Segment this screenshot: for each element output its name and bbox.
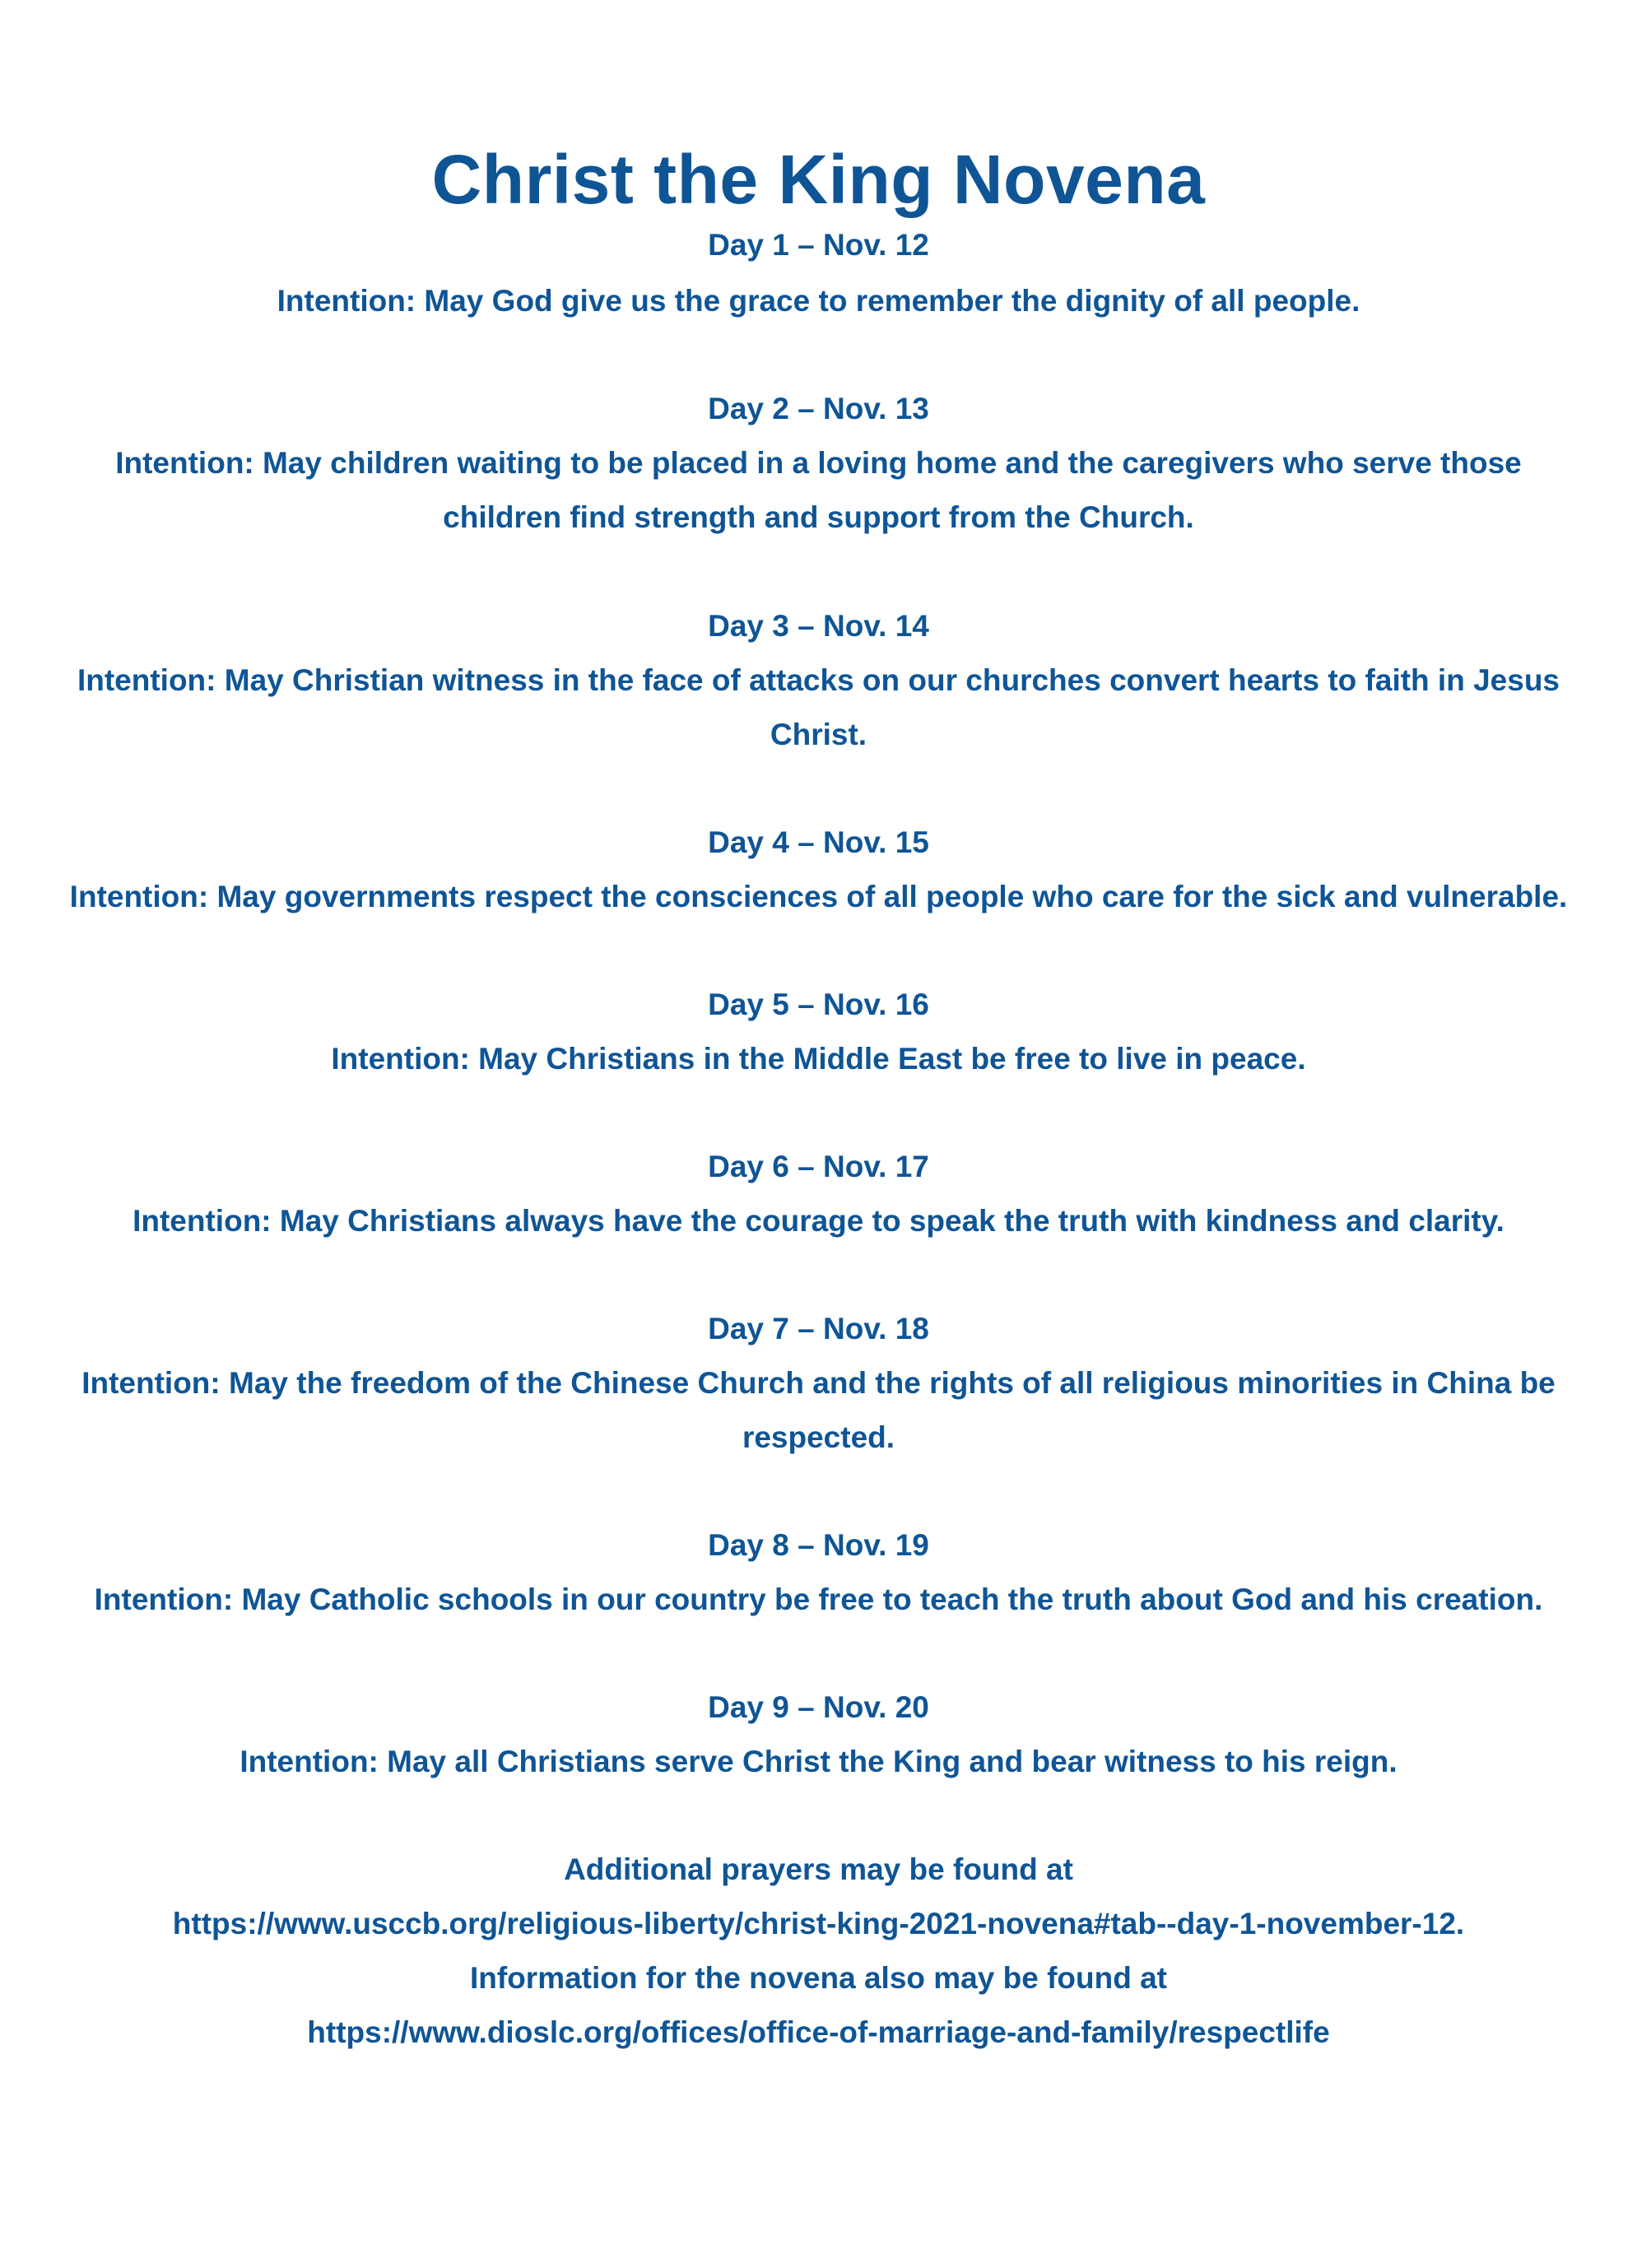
day-9-intention: Intention: May all Christians serve Christ the King and bear witness to his reign.: [240, 1745, 1397, 1778]
day-5-heading: Day 5 – Nov. 16: [708, 988, 929, 1021]
day-3-intention-line-2: Christ.: [770, 718, 867, 751]
footer-information: Information for the novena also may be found at: [470, 1961, 1167, 1995]
day-6-intention: Intention: May Christians always have the courage to speak the truth with kindness and clarity.: [133, 1204, 1504, 1238]
day-3-intention-line-1: Intention: May Christian witness in the face of attacks on our churches convert hearts to faith in Jesus: [77, 663, 1560, 697]
day-2-heading: Day 2 – Nov. 13: [708, 392, 929, 425]
page-title: Christ the King Novena: [431, 141, 1206, 218]
day-1-intention: Intention: May God give us the grace to remember the dignity of all people.: [277, 284, 1360, 318]
day-7-intention-line-2: respected.: [742, 1420, 895, 1454]
day-3-heading: Day 3 – Nov. 14: [708, 609, 929, 643]
day-9-heading: Day 9 – Nov. 20: [708, 1690, 929, 1724]
day-6-heading: Day 6 – Nov. 17: [708, 1150, 929, 1183]
day-8-heading: Day 8 – Nov. 19: [708, 1528, 929, 1562]
footer-usccb-link[interactable]: https://www.usccb.org/religious-liberty/christ-king-2021-novena#tab--day-1-november-12.: [172, 1907, 1465, 1940]
day-7-intention-line-1: Intention: May the freedom of the Chinese Church and the rights of all religious minorities in China be: [81, 1366, 1556, 1400]
day-2-intention-line-1: Intention: May children waiting to be placed in a loving home and the caregivers who serve those: [115, 446, 1522, 480]
day-1-heading: Day 1 – Nov. 12: [708, 228, 929, 262]
day-7-heading: Day 7 – Nov. 18: [708, 1312, 929, 1345]
day-4-heading: Day 4 – Nov. 15: [708, 825, 929, 859]
day-4-intention: Intention: May governments respect the consciences of all people who care for the sick and vulnerable.: [69, 880, 1568, 913]
footer-additional-prayers: Additional prayers may be found at: [564, 1852, 1073, 1886]
day-8-intention: Intention: May Catholic schools in our country be free to teach the truth about God and his creation.: [94, 1582, 1543, 1616]
footer-dioslc-link[interactable]: https://www.dioslc.org/offices/office-of-marriage-and-family/respectlife: [307, 2015, 1330, 2049]
day-2-intention-line-2: children find strength and support from the Church.: [443, 500, 1194, 534]
day-5-intention: Intention: May Christians in the Middle East be free to live in peace.: [331, 1042, 1306, 1076]
